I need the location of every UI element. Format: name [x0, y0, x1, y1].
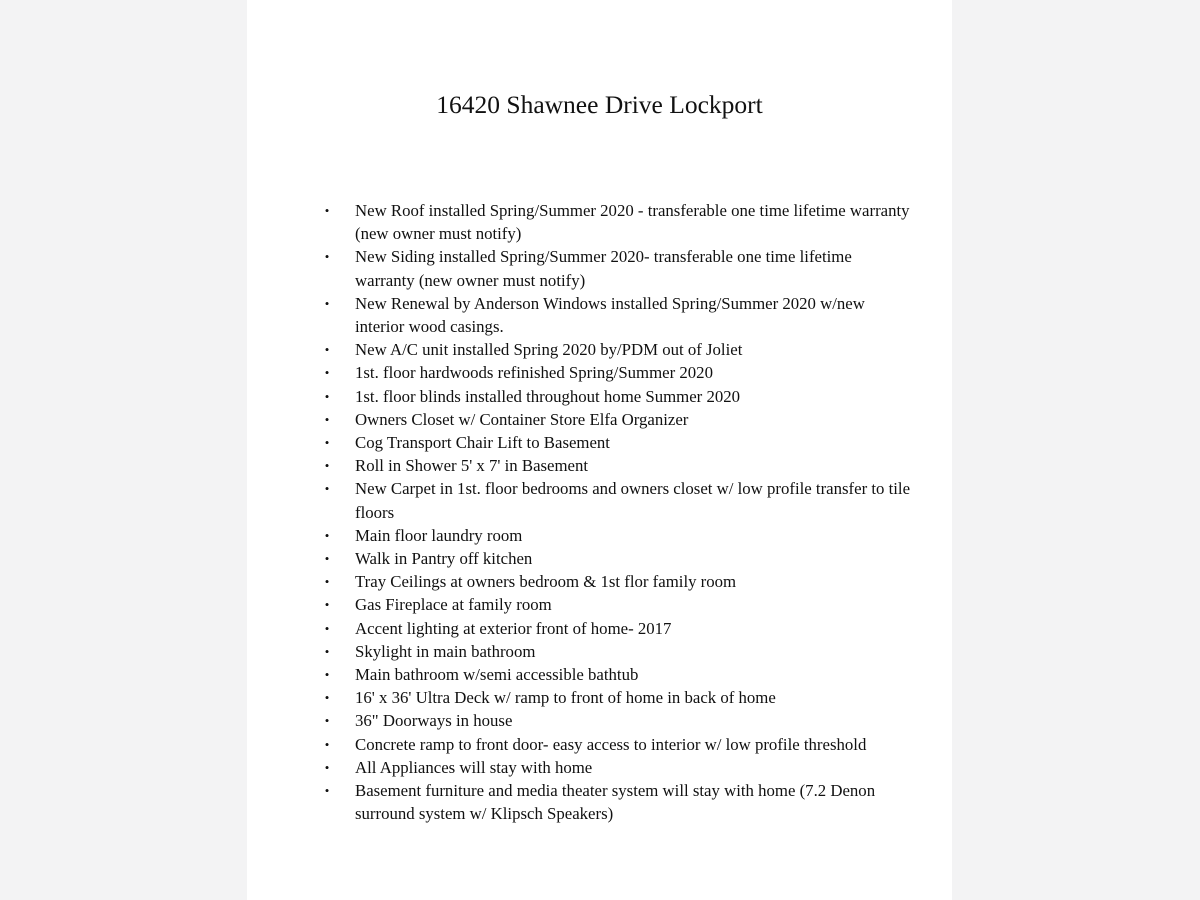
list-item	[324, 733, 915, 756]
list-item	[324, 709, 915, 732]
bullet-icon: •	[324, 783, 330, 799]
list-item-text: Skylight in main bathroom	[355, 641, 536, 661]
list-item-text: Accent lighting at exterior front of home- 2017	[355, 618, 672, 638]
list-item-text: Main floor laundry room	[355, 525, 523, 545]
list-item-text: All Appliances will stay with home	[355, 757, 593, 777]
list-item	[324, 431, 915, 454]
bullet-icon: •	[324, 458, 330, 474]
list-item-text: New Renewal by Anderson Windows installed Spring/Summer 2020 w/new interior wood casings.	[355, 293, 865, 337]
list-item	[324, 640, 915, 663]
list-item	[324, 245, 915, 291]
bullet-icon: •	[324, 527, 330, 543]
bullet-icon: •	[324, 365, 330, 381]
list-item	[324, 385, 915, 408]
list-item-text: 1st. floor blinds installed throughout home Summer 2020	[355, 386, 741, 406]
document-title: 16420 Shawnee Drive Lockport	[436, 90, 763, 119]
bullet-icon: •	[324, 203, 330, 218]
list-item	[324, 756, 915, 779]
bullet-icon: •	[324, 667, 330, 683]
list-item	[324, 617, 915, 640]
bullet-icon: •	[324, 620, 330, 636]
list-item	[324, 292, 915, 338]
list-item-text: New Roof installed Spring/Summer 2020 - transferable one time lifetime warranty (new owner must notify)	[355, 201, 910, 244]
list-item-text: New A/C unit installed Spring 2020 by/PDM out of Joliet	[355, 340, 743, 360]
list-item	[324, 663, 915, 686]
bullet-icon: •	[324, 249, 330, 265]
bullet-icon: •	[324, 574, 330, 590]
list-item-text: Tray Ceilings at owners bedroom & 1st flor family room	[355, 572, 737, 592]
bullet-icon: •	[324, 411, 330, 427]
list-item	[324, 593, 915, 616]
list-item	[324, 547, 915, 570]
list-item-text: 1st. floor hardwoods refinished Spring/Summer 2020	[355, 363, 713, 383]
list-item	[324, 199, 915, 245]
bullet-icon: •	[324, 295, 330, 311]
list-item	[324, 524, 915, 547]
list-item	[324, 779, 915, 825]
list-item	[324, 361, 915, 384]
bullet-icon: •	[324, 736, 330, 752]
list-item-text: New Siding installed Spring/Summer 2020- transferable one time lifetime warranty (new owner must notify)	[355, 247, 852, 290]
bullet-icon: •	[324, 597, 330, 613]
list-item-text: Basement furniture and media theater system will stay with home (7.2 Denon surround system w/ Klipsch Speakers)	[355, 781, 876, 824]
list-item	[324, 454, 915, 477]
bullet-icon: •	[324, 481, 330, 497]
feature-list	[324, 199, 915, 825]
bullet-icon: •	[324, 551, 330, 567]
list-item-text: Walk in Pantry off kitchen	[355, 549, 533, 569]
bullet-icon: •	[324, 435, 330, 451]
list-item-text: New Carpet in 1st. floor bedrooms and owners closet w/ low profile transfer to tile floors	[355, 479, 911, 522]
bullet-icon: •	[324, 342, 330, 358]
list-item-text: Roll in Shower 5' x 7' in Basement	[355, 456, 589, 476]
document-page	[247, 0, 952, 900]
list-item-text: Owners Closet w/ Container Store Elfa Organizer	[355, 409, 689, 429]
list-item-text: 16' x 36' Ultra Deck w/ ramp to front of home in back of home	[355, 688, 776, 708]
list-item	[324, 408, 915, 431]
bullet-icon: •	[324, 643, 330, 659]
list-item-text: 36" Doorways in house	[355, 711, 513, 731]
list-item-text: Gas Fireplace at family room	[355, 595, 552, 615]
list-item-text: Cog Transport Chair Lift to Basement	[355, 433, 610, 453]
bullet-icon: •	[324, 713, 330, 729]
list-item-text: Concrete ramp to front door- easy access to interior w/ low profile threshold	[355, 734, 867, 754]
list-item	[324, 570, 915, 593]
bullet-icon: •	[324, 690, 330, 706]
list-item	[324, 477, 915, 523]
list-item	[324, 338, 915, 361]
bullet-icon: •	[324, 759, 330, 775]
list-item	[324, 686, 915, 709]
list-item-text: Main bathroom w/semi accessible bathtub	[355, 665, 639, 685]
bullet-icon: •	[324, 388, 330, 404]
